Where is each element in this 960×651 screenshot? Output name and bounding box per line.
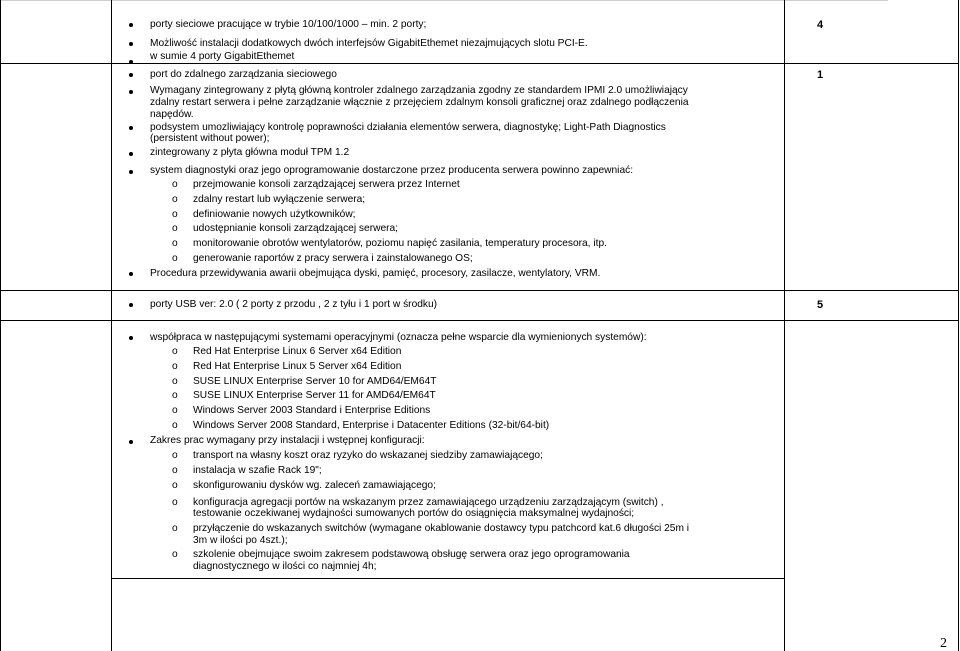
bullet-icon [129, 73, 133, 77]
sub-list-item: Windows Server 2003 Standard i Enterprise Editions [193, 405, 431, 416]
circle-bullet-icon: o [172, 346, 178, 357]
list-item: Możliwość instalacji dodatkowych dwóch interfejsów GigabitEthemet niezajmujących slotu PCI-E. [150, 38, 588, 49]
sub-list-item: skonfigurowaniu dysków wg. zaleceń zamawiającego; [193, 480, 436, 491]
bullet-icon [129, 303, 133, 307]
sub-list-item: SUSE LINUX Enterprise Server 11 for AMD64/EM64T [193, 390, 436, 401]
sub-list-item: Windows Server 2008 Standard, Enterprise i Datacenter Editions (32-bit/64-bit) [193, 420, 550, 431]
row-divider [0, 320, 959, 321]
quantity-value: 4 [817, 19, 824, 31]
sub-list-item-line: diagnostycznego w ilości co najmniej 4h; [193, 561, 377, 572]
sub-list-item: SUSE LINUX Enterprise Server 10 for AMD64/EM64T [193, 376, 437, 387]
column-divider [111, 0, 112, 651]
circle-bullet-icon: o [172, 497, 178, 508]
bullet-icon [129, 90, 133, 94]
list-item-line: Wymagany zintegrowany z płytą główną kontroler zdalnego zarządzania zgodny ze standardem IPMI 2.0 umożliwiający [150, 85, 688, 96]
circle-bullet-icon: o [172, 223, 178, 234]
circle-bullet-icon: o [172, 390, 178, 401]
page-number: 2 [940, 636, 947, 651]
circle-bullet-icon: o [172, 405, 178, 416]
bullet-icon [129, 23, 133, 27]
sub-list-item: transport na własny koszt oraz ryzyko do wskazanej siedziby zamawiającego; [193, 450, 543, 461]
bullet-icon [129, 42, 133, 46]
circle-bullet-icon: o [172, 253, 178, 264]
bullet-icon [129, 336, 133, 340]
sub-list-item: definiowanie nowych użytkowników; [193, 209, 356, 220]
quantity-value: 1 [817, 69, 824, 81]
bullet-icon [129, 170, 133, 174]
table-left-border [0, 0, 1, 651]
column-divider [784, 0, 785, 651]
circle-bullet-icon: o [172, 376, 178, 387]
list-item: w sumie 4 porty GigabitEthemet [150, 51, 295, 62]
sub-list-item-line: szkolenie obejmujące swoim zakresem podstawową obsługę serwera oraz jego oprogramowania [193, 549, 630, 560]
top-rule [0, 0, 888, 1]
list-item: port do zdalnego zarządzania sieciowego [150, 69, 337, 80]
table-right-border [958, 0, 959, 651]
list-item-line: podsystem umozliwiający kontrolę poprawności działania elementów serwera, diagnostykę; Light-Path Diagnostics [150, 122, 666, 133]
quantity-value: 5 [817, 299, 824, 311]
list-item-line: (persistent without power); [150, 133, 270, 144]
circle-bullet-icon: o [172, 549, 178, 560]
circle-bullet-icon: o [172, 465, 178, 476]
bullet-icon [129, 272, 133, 276]
sub-list-item: generowanie raportów z pracy serwera i zainstalowanego OS; [193, 253, 473, 264]
circle-bullet-icon: o [172, 420, 178, 431]
list-item: porty sieciowe pracujące w trybie 10/100/1000 – min. 2 porty; [150, 19, 427, 30]
sub-list-item-line: testowanie oczekiwanej wydajności sumowanych portów do osiągnięcia maksymalnej wydajności; [193, 508, 635, 519]
table-bottom-border [111, 578, 785, 579]
sub-list-item-line: przyłączenie do wskazanych switchów (wymagane okablowanie dostawcy typu patchcord kat.6 długości 25m i [193, 523, 690, 534]
circle-bullet-icon: o [172, 209, 178, 220]
circle-bullet-icon: o [172, 179, 178, 190]
row-divider [0, 63, 959, 64]
bullet-icon [129, 152, 133, 156]
circle-bullet-icon: o [172, 480, 178, 491]
list-item-line: napędów. [150, 109, 194, 120]
list-item: porty USB ver: 2.0 ( 2 porty z przodu , 2 z tyłu i 1 port w środku) [150, 299, 438, 310]
list-item: Zakres prac wymagany przy instalacji i wstępnej konfiguracji: [150, 435, 425, 446]
sub-list-item: instalacja w szafie Rack 19"; [193, 465, 322, 476]
sub-list-item-line: 3m w ilości po 4szt.); [193, 535, 288, 546]
bullet-icon [129, 440, 133, 444]
list-item-line: zdalny restart serwera i pełne zarządzanie włącznie z przejęciem zdalnym konsoli graficznej oraz zdalnego podłączenia [150, 97, 689, 108]
list-item: Procedura przewidywania awarii obejmująca dyski, pamięć, procesory, zasilacze, wentylatory, VRM. [150, 268, 601, 279]
sub-list-item-line: konfiguracja agregacji portów na wskazanym przez zamawiającego urządzeniu zarządzającym (switch) , [193, 497, 664, 508]
sub-list-item: Red Hat Enterprise Linux 5 Server x64 Edition [193, 361, 402, 372]
sub-list-item: przejmowanie konsoli zarządzającej serwera przez Internet [193, 179, 460, 190]
sub-list-item: monitorowanie obrotów wentylatorów, poziomu napięć zasilania, temperatury procesora, itp. [193, 238, 607, 249]
sub-list-item: Red Hat Enterprise Linux 6 Server x64 Edition [193, 346, 402, 357]
circle-bullet-icon: o [172, 238, 178, 249]
list-item: współpraca w następującymi systemami operacyjnymi (oznacza pełne wsparcie dla wymienionych systemów): [150, 332, 647, 343]
circle-bullet-icon: o [172, 523, 178, 534]
list-item: zintegrowany z płyta główna moduł TPM 1.2 [150, 147, 350, 158]
circle-bullet-icon: o [172, 450, 178, 461]
row-divider [0, 290, 959, 291]
circle-bullet-icon: o [172, 361, 178, 372]
bullet-icon [129, 126, 133, 130]
list-item: system diagnostyki oraz jego oprogramowanie dostarczone przez producenta serwera powinno zapewniać: [150, 165, 634, 176]
sub-list-item: udostępnianie konsoli zarządzającej serwera; [193, 223, 398, 234]
bullet-icon [129, 60, 133, 64]
circle-bullet-icon: o [172, 194, 178, 205]
sub-list-item: zdalny restart lub wyłączenie serwera; [193, 194, 366, 205]
